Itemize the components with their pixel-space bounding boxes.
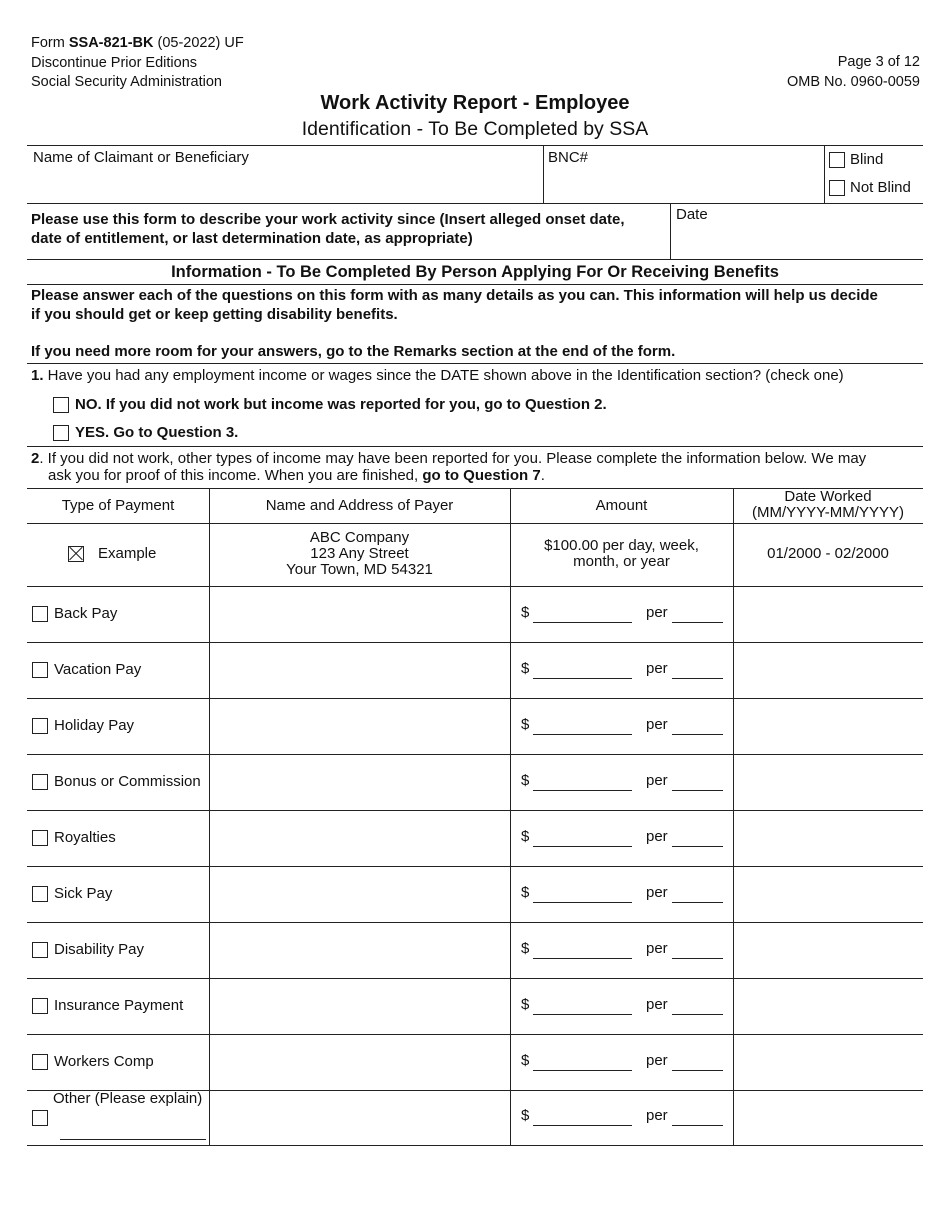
table-row-divider [27,1034,923,1035]
agency-name: Social Security Administration [31,74,222,90]
royalties-period-field[interactable] [672,846,723,847]
bonus-or-commission-checkbox[interactable] [32,774,48,790]
royalties-amount-field[interactable] [533,846,632,847]
divider [824,145,825,203]
example-payer-street: 123 Any Street [310,545,409,562]
disability-pay-payer-field[interactable] [211,924,508,976]
example-amount-line-1: $100.00 per day, week, [544,537,699,554]
example-label: Example [98,545,157,562]
royalties-dollar-sign: $ [521,828,530,845]
workers-comp-payer-field[interactable] [211,1036,508,1088]
back-pay-date-field[interactable] [735,588,921,640]
holiday-pay-label: Holiday Pay [54,717,135,734]
royalties-checkbox[interactable] [32,830,48,846]
example-payer [209,530,510,578]
workers-comp-dollar-sign: $ [521,1052,530,1069]
other-amount-field[interactable] [533,1125,632,1126]
table-row-divider [27,810,923,811]
question-1 [31,367,844,385]
vacation-pay-dollar-sign: $ [521,660,530,677]
discontinue-notice: Discontinue Prior Editions [31,54,198,71]
sick-pay-period-field[interactable] [672,902,723,903]
bonus-or-commission-date-field[interactable] [735,756,921,808]
workers-comp-label: Workers Comp [54,1053,154,1070]
form-number: SSA-821-BK [68,35,154,51]
bonus-or-commission-dollar-sign: $ [521,772,530,789]
back-pay-amount-field[interactable] [533,622,632,623]
bonus-or-commission-payer-field[interactable] [211,756,508,808]
intro-line-2: if you should get or keep getting disability benefits. [31,306,398,323]
form-prefix: Form [31,35,69,51]
question-1-text: Have you had any employment income or wages since the DATE shown above in the Identification section? (check one) [43,367,844,384]
example-amount-line-2: month, or year [573,553,670,570]
insurance-payment-payer-field[interactable] [211,980,508,1032]
sick-pay-payer-field[interactable] [211,868,508,920]
workers-comp-checkbox[interactable] [32,1054,48,1070]
vacation-pay-label: Vacation Pay [54,661,142,678]
holiday-pay-period-field[interactable] [672,734,723,735]
page-number: Page 3 of 12 [837,54,920,70]
other-checkbox[interactable] [32,1110,48,1126]
back-pay-label: Back Pay [54,605,118,622]
q1-yes-checkbox[interactable] [53,425,69,441]
form-header-left [31,34,244,93]
other-period-field[interactable] [672,1125,723,1126]
other-label: Other (Please explain) [53,1090,203,1107]
form-title: Work Activity Report - Employee [320,92,630,114]
blind-checkbox[interactable] [829,152,845,168]
back-pay-checkbox[interactable] [32,606,48,622]
table-bottom-border [27,1145,923,1146]
other-explain-field[interactable] [60,1139,206,1140]
table-row-divider [27,698,923,699]
question-2-line-2-prefix: ask you for proof of this income. When you are finished, [48,467,423,484]
disability-pay-dollar-sign: $ [521,940,530,957]
bonus-or-commission-period-field[interactable] [672,790,723,791]
royalties-label: Royalties [54,829,116,846]
holiday-pay-checkbox[interactable] [32,718,48,734]
insurance-payment-checkbox[interactable] [32,998,48,1014]
table-row-divider [27,586,923,587]
omb-number: OMB No. 0960-0059 [787,73,920,90]
header-date-worked-title: Date Worked [784,488,872,505]
insurance-payment-amount-field[interactable] [533,1014,632,1015]
sick-pay-per-label: per [646,884,668,901]
insurance-payment-label: Insurance Payment [54,997,184,1014]
sick-pay-amount-field[interactable] [533,902,632,903]
blind-label: Blind [850,151,884,168]
question-2-line-1 [31,450,866,467]
header-date-worked [733,489,923,521]
sick-pay-label: Sick Pay [54,885,113,902]
example-date: 01/2000 - 02/2000 [767,545,889,562]
form-number-line [31,34,244,54]
table-row-divider [27,922,923,923]
vacation-pay-payer-field[interactable] [211,644,508,696]
divider [27,203,923,204]
table-row-divider [27,642,923,643]
divider [543,145,544,203]
bonus-or-commission-label: Bonus or Commission [54,773,201,790]
other-per-label: per [646,1107,668,1124]
more-room-note: If you need more room for your answers, go to the Remarks section at the end of the form. [31,343,676,360]
table-row-divider [27,523,923,524]
table-row-divider [27,754,923,755]
question-1-number: 1. [31,367,44,384]
intro-line-1: Please answer each of the questions on this form with as many details as you can. This information will help us decide [31,287,878,304]
vacation-pay-amount-field[interactable] [533,678,632,679]
workers-comp-period-field[interactable] [672,1070,723,1071]
vacation-pay-checkbox[interactable] [32,662,48,678]
instruction-line-2: date of entitlement, or last determination date, as appropriate) [31,230,473,247]
insurance-payment-period-field[interactable] [672,1014,723,1015]
vacation-pay-date-field[interactable] [735,644,921,696]
other-dollar-sign: $ [521,1107,530,1124]
form-subtitle: Identification - To Be Completed by SSA [301,118,649,140]
disability-pay-per-label: per [646,940,668,957]
table-row-divider [27,978,923,979]
other-payer-field[interactable] [211,1091,508,1143]
claimant-name-field[interactable] [28,168,542,202]
claimant-name-label: Name of Claimant or Beneficiary [33,149,249,166]
workers-comp-per-label: per [646,1052,668,1069]
royalties-per-label: per [646,828,668,845]
back-pay-payer-field[interactable] [211,588,508,640]
header-type-of-payment: Type of Payment [61,497,175,514]
sick-pay-dollar-sign: $ [521,884,530,901]
disability-pay-period-field[interactable] [672,958,723,959]
workers-comp-date-field[interactable] [735,1036,921,1088]
q1-no-label: NO. If you did not work but income was reported for you, go to Question 2. [75,396,607,413]
q1-yes-label: YES. Go to Question 3. [75,424,239,441]
divider [27,145,923,146]
royalties-date-field[interactable] [735,812,921,864]
example-payer-name: ABC Company [309,529,410,546]
not-blind-label: Not Blind [850,179,911,196]
holiday-pay-amount-field[interactable] [533,734,632,735]
royalties-payer-field[interactable] [211,812,508,864]
not-blind-checkbox[interactable] [829,180,845,196]
vacation-pay-per-label: per [646,660,668,677]
question-2-text: . If you did not work, other types of income may have been reported for you. Please complete the information below. We may [39,450,867,467]
divider [27,446,923,447]
back-pay-period-field[interactable] [672,622,723,623]
disability-pay-checkbox[interactable] [32,942,48,958]
bnc-label: BNC# [548,149,589,166]
example-payer-city: Your Town, MD 54321 [286,561,433,578]
header-payer: Name and Address of Payer [265,497,454,514]
bnc-field[interactable] [548,168,818,202]
sick-pay-date-field[interactable] [735,868,921,920]
holiday-pay-payer-field[interactable] [211,700,508,752]
bonus-or-commission-per-label: per [646,772,668,789]
holiday-pay-date-field[interactable] [735,700,921,752]
insurance-payment-date-field[interactable] [735,980,921,1032]
date-field[interactable] [676,224,921,258]
question-2-goto: go to Question 7 [422,467,541,484]
header-date-worked-format: (MM/YYYY-MM/YYYY) [752,504,904,521]
table-row-divider [27,866,923,867]
q1-no-checkbox[interactable] [53,397,69,413]
disability-pay-label: Disability Pay [54,941,145,958]
question-2-line-2-suffix: . [540,467,545,484]
divider [27,259,923,260]
form-header-right [787,53,920,92]
workers-comp-amount-field[interactable] [533,1070,632,1071]
other-date-field[interactable] [735,1091,921,1143]
header-amount: Amount [595,497,648,514]
insurance-payment-dollar-sign: $ [521,996,530,1013]
insurance-payment-per-label: per [646,996,668,1013]
divider [27,284,923,285]
information-heading: Information - To Be Completed By Person Applying For Or Receiving Benefits [171,263,779,281]
date-label: Date [676,206,708,223]
holiday-pay-dollar-sign: $ [521,716,530,733]
back-pay-per-label: per [646,604,668,621]
question-2-line-2 [48,467,545,484]
question-2-number: 2 [31,450,40,467]
disability-pay-amount-field[interactable] [533,958,632,959]
form-edition: (05-2022) UF [153,35,244,51]
back-pay-dollar-sign: $ [521,604,530,621]
example-amount [510,538,733,570]
divider [670,203,671,259]
holiday-pay-per-label: per [646,716,668,733]
disability-pay-date-field[interactable] [735,924,921,976]
instruction-line-1: Please use this form to describe your work activity since (Insert alleged onset date, [31,211,625,228]
bonus-or-commission-amount-field[interactable] [533,790,632,791]
sick-pay-checkbox[interactable] [32,886,48,902]
example-checked-checkbox [68,546,84,562]
divider [27,363,923,364]
vacation-pay-period-field[interactable] [672,678,723,679]
